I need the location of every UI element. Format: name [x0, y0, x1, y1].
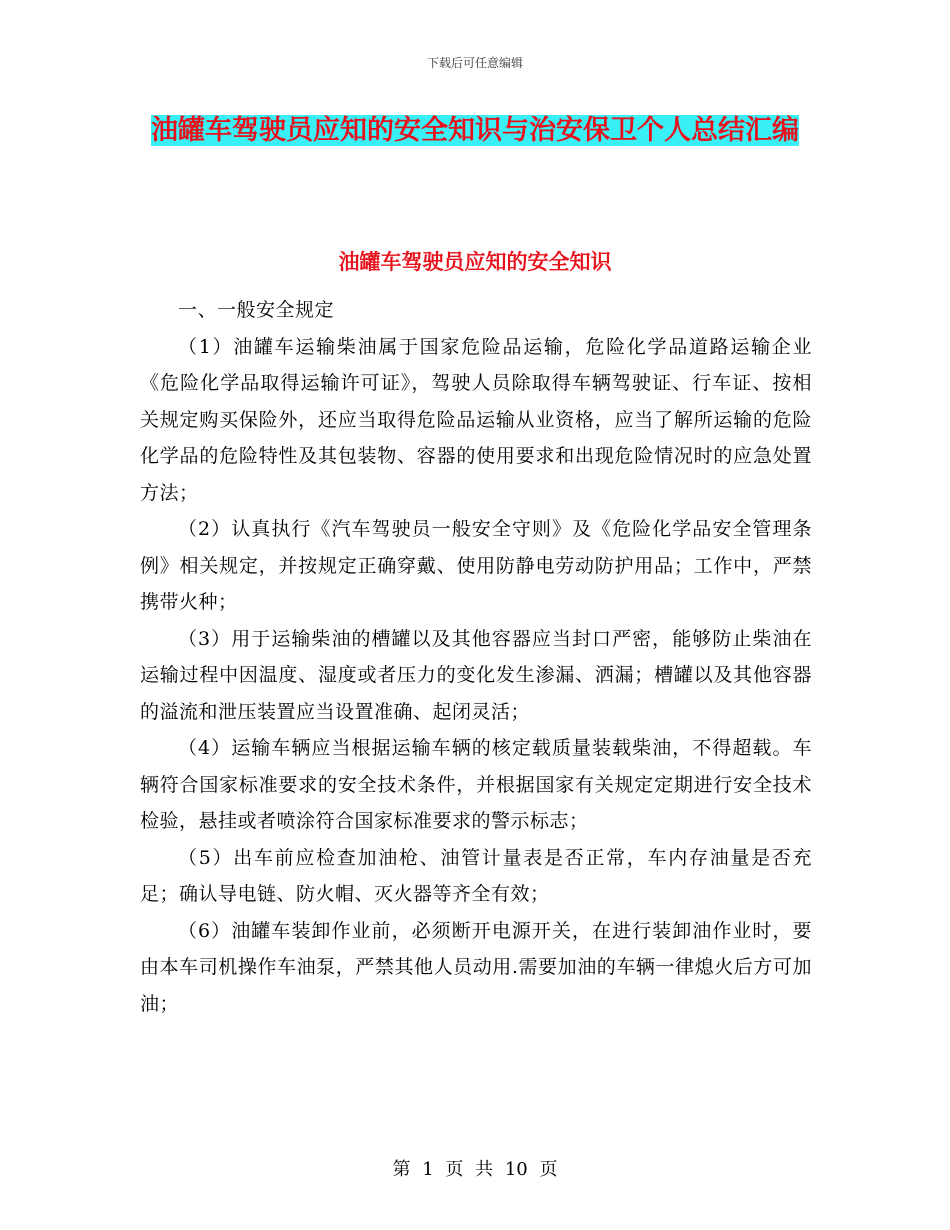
rule-item-5: （5）出车前应检查加油枪、油管计量表是否正常，车内存油量是否充足；确认导电链、防火帽、灭火器等齐全有效； — [140, 846, 812, 905]
document-title — [140, 108, 810, 154]
section-title: 油罐车驾驶员应知的安全知识 — [338, 250, 612, 274]
page-footer: 第 1 页 共 10 页 — [392, 1159, 558, 1180]
header-note: 下载后可任意编辑 — [426, 56, 523, 70]
document-body — [140, 292, 812, 1022]
rule-item-6: （6）油罐车装卸作业前，必须断开电源开关，在进行装卸油作业时，要由本车司机操作车油泵，严禁其他人员动用.需要加油的车辆一律熄火后方可加油； — [140, 919, 812, 1015]
rule-item-4: （4）运输车辆应当根据运输车辆的核定载质量装载柴油，不得超载。车辆符合国家标准要求的安全技术条件，并根据国家有关规定定期进行安全技术检验，悬挂或者喷涂符合国家标准要求的警示标志； — [140, 737, 812, 832]
rule-item-3: （3）用于运输柴油的槽罐以及其他容器应当封口严密，能够防止柴油在运输过程中因温度、湿度或者压力的变化发生渗漏、洒漏；槽罐以及其他容器的溢流和泄压装置应当设置准确、起闭灵活； — [140, 627, 812, 723]
rule-item-1: （1）油罐车运输柴油属于国家危险品运输，危险化学品道路运输企业《危险化学品取得运输许可证》，驾驶人员除取得车辆驾驶证、行车证、按相关规定购买保险外，还应当取得危险品运输从业资格，应当了解所运输的危险化学品的危险特性及其包装物、容器的使用要求和出现危险情况时的应急处置方法； — [140, 335, 812, 504]
section-heading: 一、一般安全规定 — [178, 299, 335, 321]
rule-item-2: （2）认真执行《汽车驾驶员一般安全守则》及《危险化学品安全管理条例》相关规定，并按规定正确穿戴、使用防静电劳动防护用品；工作中，严禁携带火种； — [140, 518, 812, 613]
document-title-text: 油罐车驾驶员应知的安全知识与治安保卫个人总结汇编 — [151, 115, 799, 146]
